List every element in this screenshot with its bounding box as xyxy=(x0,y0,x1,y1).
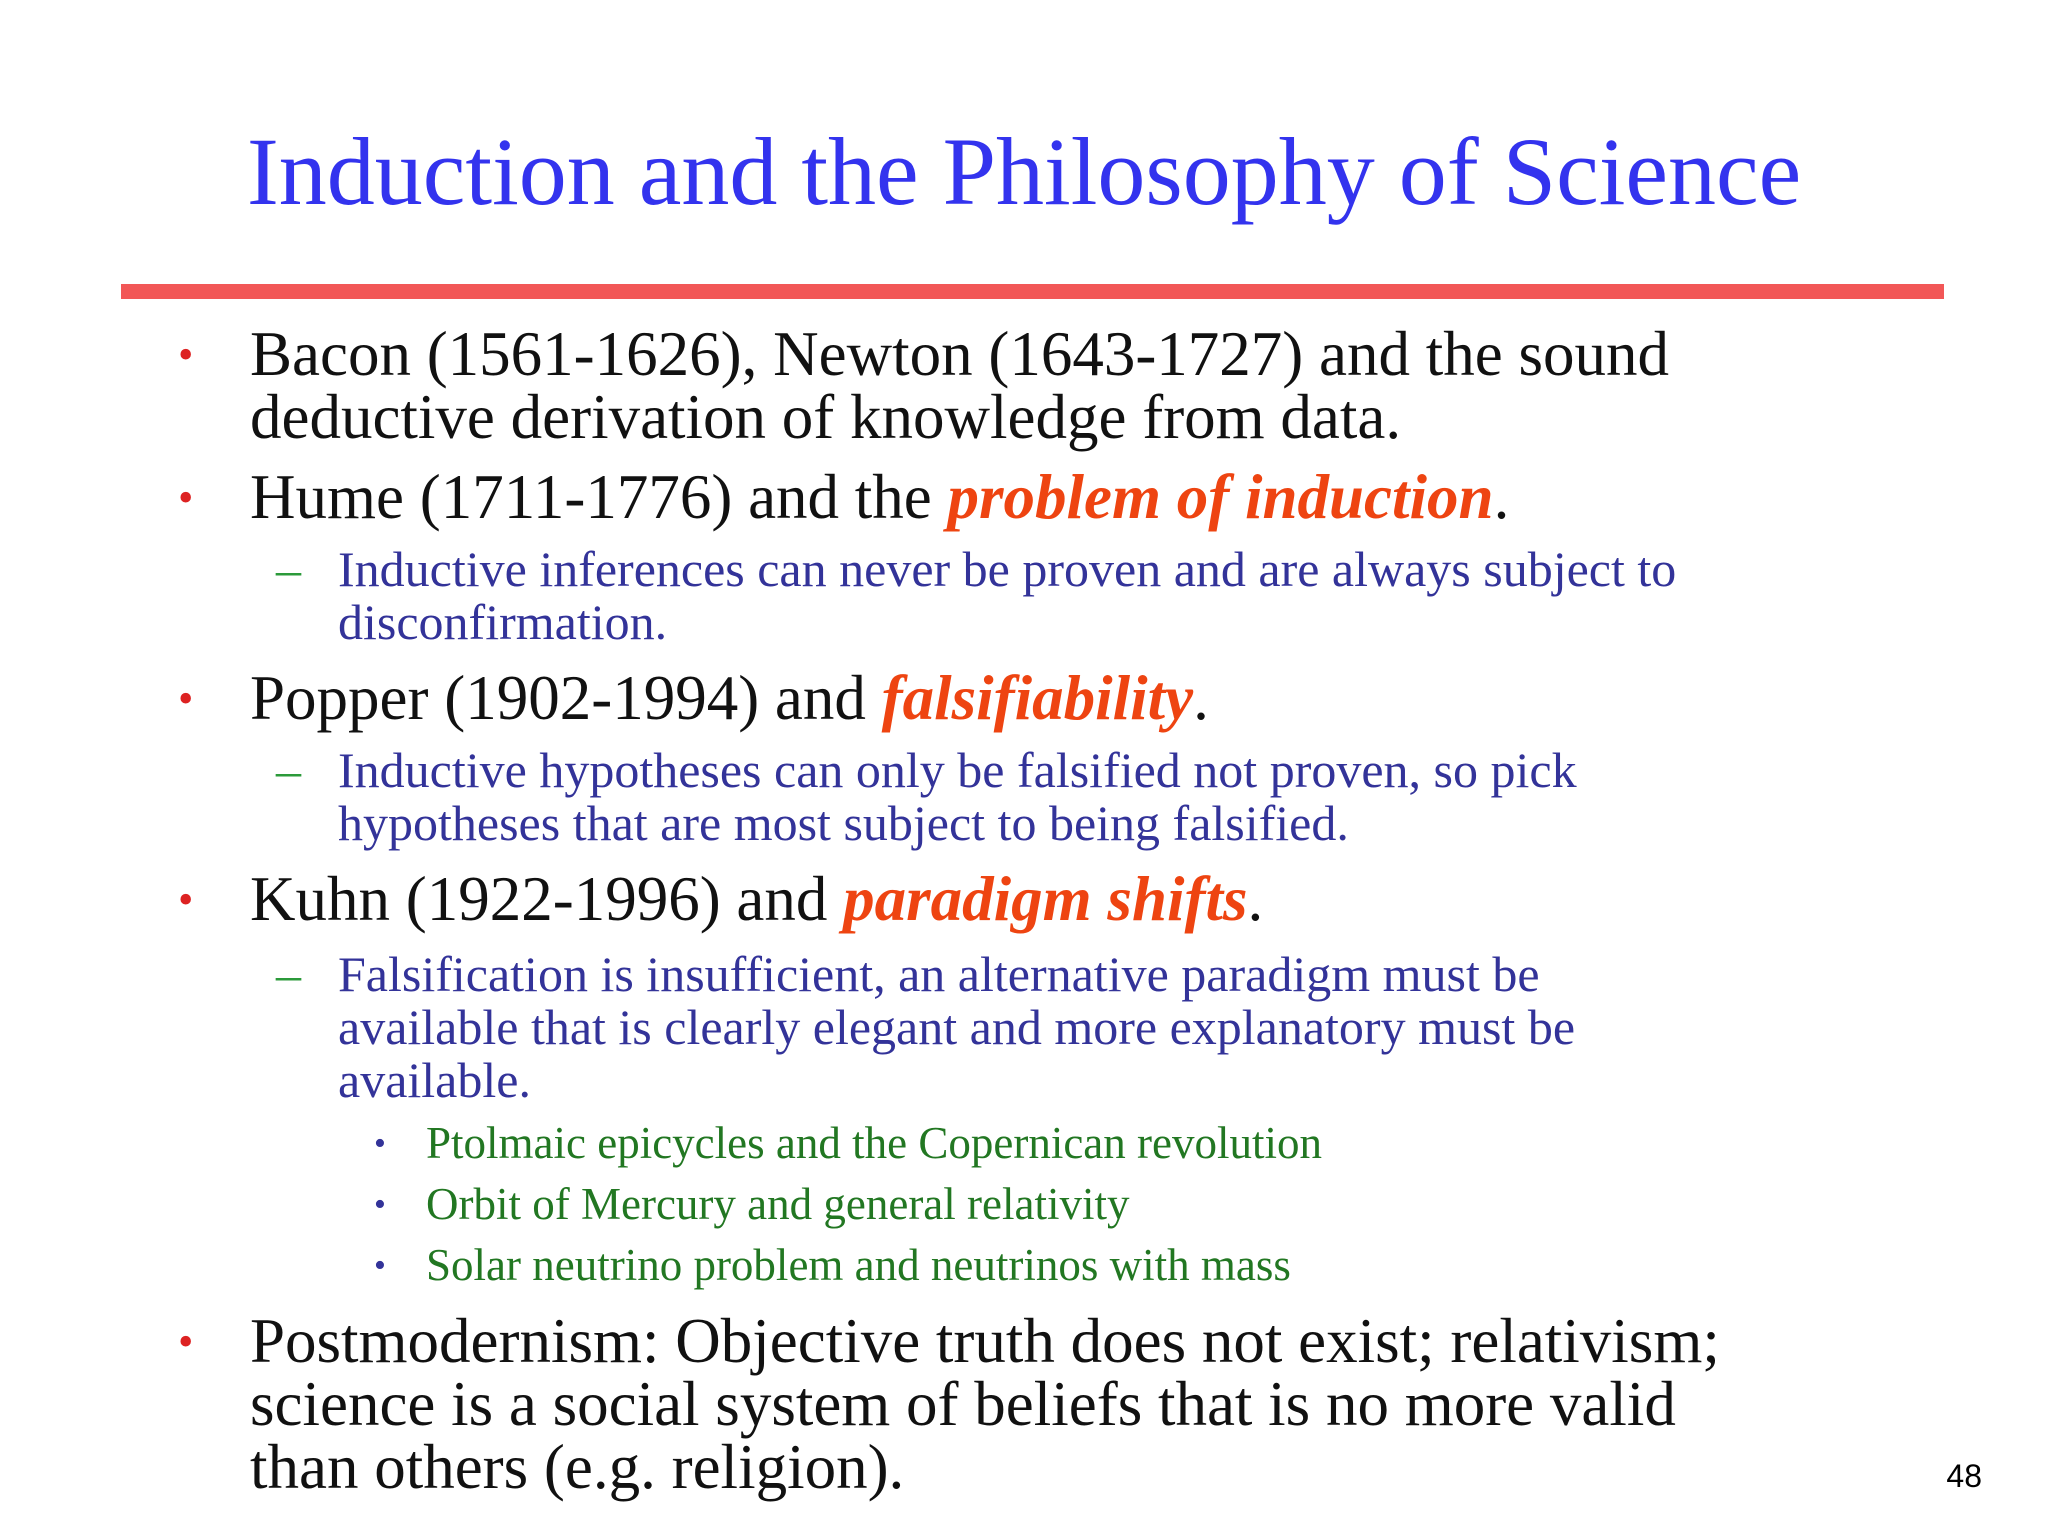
bullet-popper-period: . xyxy=(1193,663,1209,733)
bullet-popper-text: Popper (1902-1994) and xyxy=(250,663,882,733)
sub-bullet-popper-line-1: Inductive hypotheses can only be falsified not proven, so pick xyxy=(338,742,1577,798)
bullet-postmodernism-line-3: than others (e.g. religion). xyxy=(250,1432,905,1502)
emphasis-falsifiability: falsifiability xyxy=(881,663,1194,733)
bullet-hume-period: . xyxy=(1493,462,1510,532)
slide-title: Induction and the Philosophy of Science xyxy=(246,118,1802,225)
example-bullet-marker: • xyxy=(374,1125,386,1162)
bullet-postmodernism-line-1: Postmodernism: Objective truth does not exist; relativism; xyxy=(250,1306,1720,1376)
example-solar-neutrino: Solar neutrino problem and neutrinos with mass xyxy=(426,1240,1291,1290)
bullet-marker: • xyxy=(178,473,194,522)
bullet-marker: • xyxy=(178,330,194,379)
bullet-bacon-line-1: Bacon (1561-1626), Newton (1643-1727) and the sound xyxy=(250,319,1669,389)
bullet-popper xyxy=(250,663,1209,733)
emphasis-problem-of-induction: problem of induction xyxy=(947,462,1494,532)
example-bullet-marker: • xyxy=(374,1186,386,1223)
title-divider xyxy=(121,284,1944,299)
bullet-kuhn-period: . xyxy=(1247,864,1264,934)
bullet-hume xyxy=(250,462,1510,532)
bullet-postmodernism-line-2: science is a social system of beliefs that is no more valid xyxy=(250,1369,1676,1439)
emphasis-paradigm-shifts: paradigm shifts xyxy=(843,864,1248,934)
sub-bullet-popper-line-2: hypotheses that are most subject to being falsified. xyxy=(338,795,1349,851)
bullet-kuhn xyxy=(250,864,1264,934)
bullet-marker: • xyxy=(178,674,194,723)
sub-bullet-hume-line-1: Inductive inferences can never be proven and are always subject to xyxy=(338,541,1677,597)
bullet-kuhn-text: Kuhn (1922-1996) and xyxy=(250,864,844,934)
page-number: 48 xyxy=(1946,1458,1982,1494)
bullet-bacon-line-2: deductive derivation of knowledge from data. xyxy=(250,382,1402,452)
sub-bullet-hume-line-2: disconfirmation. xyxy=(338,594,668,650)
example-copernican-revolution: Ptolmaic epicycles and the Copernican revolution xyxy=(426,1118,1322,1168)
sub-bullet-kuhn-line-3: available. xyxy=(338,1052,531,1108)
bullet-hume-text: Hume (1711-1776) and the xyxy=(250,462,948,532)
sub-bullet-kuhn-line-1: Falsification is insufficient, an alternative paradigm must be xyxy=(338,946,1540,1002)
example-general-relativity: Orbit of Mercury and general relativity xyxy=(426,1179,1130,1229)
sub-bullet-marker: – xyxy=(276,742,301,798)
example-bullet-marker: • xyxy=(374,1247,386,1284)
sub-bullet-marker: – xyxy=(276,541,301,597)
bullet-marker: • xyxy=(178,1317,194,1366)
sub-bullet-kuhn-line-2: available that is clearly elegant and more explanatory must be xyxy=(338,999,1576,1055)
sub-bullet-marker: – xyxy=(276,946,301,1002)
bullet-marker: • xyxy=(178,875,194,924)
